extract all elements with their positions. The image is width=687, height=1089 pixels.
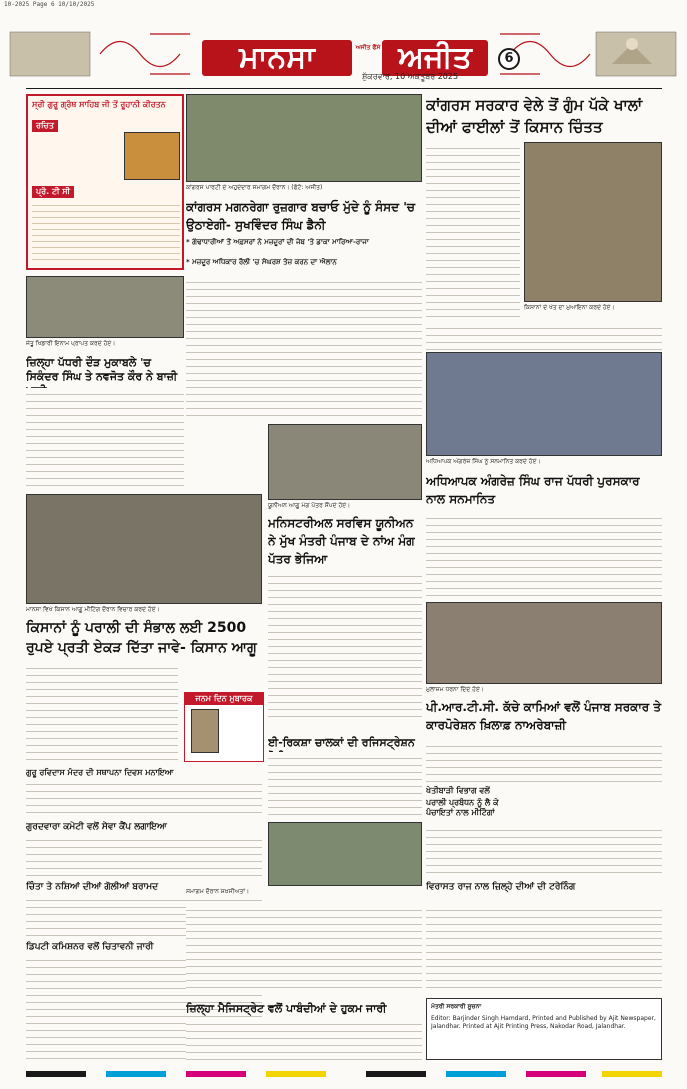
- headline-gurdwara: ਗੁਰਦਵਾਰਾ ਕਮੇਟੀ ਵਲੋਂ ਸੇਵਾ ਕੈਂਪ ਲਗਾਇਆ: [26, 822, 167, 832]
- article-gurdwara-body: [26, 834, 262, 878]
- birthday-photo: [191, 709, 219, 753]
- headline-race: ਜ਼ਿਲ੍ਹਾ ਪੱਧਰੀ ਦੌੜ ਮੁਕਾਬਲੇ 'ਚ ਸਿਕੰਦਰ ਸਿੰਘ ਤੇ ਨਵਜੋਤ ਕੌਰ ਨੇ ਬਾਜ਼ੀ: [26, 356, 178, 383]
- article-stubble-body: [426, 824, 662, 876]
- caption-ramdas: ਸਮਾਗਮ ਦੌਰਾਨ ਸ਼ਖ਼ਸੀਅਤਾਂ।: [186, 888, 250, 895]
- masthead-date: ਸ਼ੁੱਕਰਵਾਰ, 10 ਅਕਤੂਬਰ 2025: [361, 72, 459, 81]
- headline-heritage: ਵਿਰਾਸਤ ਰਾਜ ਨਾਲ ਜ਼ਿਲ੍ਹੇ ਦੀਆਂ ਦੀ ਟਰੇਨਿੰਗ: [426, 882, 576, 892]
- photo-award: [426, 352, 662, 456]
- subhead-mgnrega-2: * ਮਜ਼ਦੂਰ ਅਧਿਕਾਰ ਰੈਲੀ 'ਚ ਸੰਘਰਸ਼ ਤੇਜ਼ ਕਰਨ ਦਾ ਐਲਾਨ: [186, 258, 337, 266]
- headline-stubble: ਪਰਾਲੀ ਪ੍ਰਬੰਧਨ ਨੂੰ ਲੈ ਕੇ ਪੰਚਾਇਤਾਂ ਨਾਲ ਮੀਟਿੰਗਾਂ: [426, 798, 499, 817]
- photo-prtc: [426, 602, 662, 684]
- page-number: 6: [498, 48, 520, 70]
- photo-farmers-meeting: [26, 494, 262, 604]
- caption-congress: ਕਾਂਗਰਸ ਪਾਰਟੀ ਦੇ ਅਹੁਦੇਦਾਰ ਸਮਾਗਮ ਦੌਰਾਨ। (ਫੋਟੋ: ਅਜੀਤ): [186, 184, 323, 191]
- headline-district-magistrate: ਜ਼ਿਲ੍ਹਾ ਮੈਜਿਸਟ੍ਰੇਟ ਵਲੋਂ ਪਾਬੰਦੀਆਂ ਦੇ ਹੁਕਮ ਜਾਰੀ: [186, 1002, 387, 1015]
- headline-erickshaw: ਈ-ਰਿਕਸ਼ਾ ਚਾਲਕਾਂ ਦੀ ਰਜਿਸਟ੍ਰੇਸ਼ਨ: [268, 736, 415, 749]
- article-magistrate-body: [186, 1018, 422, 1060]
- page-slug: 10-2025 Page 6 10/10/2025: [4, 1, 95, 8]
- registration-bar: [26, 1068, 662, 1080]
- birthday-title: ਜਨਮ ਦਿਨ ਮੁਬਾਰਕ: [185, 693, 263, 705]
- headline-agri-dept: ਖੇਤੀਬਾੜੀ ਵਿਭਾਗ ਵਲੋਂ: [426, 786, 490, 795]
- article-farmer-files-body: [426, 142, 520, 318]
- article-race-body: [26, 388, 184, 488]
- headline-drugs: ਚਿੰਤਾ ਤੇ ਨਸ਼ਿਆਂ ਦੀਆਂ ਗੋਲੀਆਂ ਬਰਾਮਦ: [26, 882, 159, 892]
- ad-label: ਰਚਿਤ: [32, 120, 58, 132]
- photo-ramdas: [268, 822, 422, 886]
- ad-contact: ਪ੍ਰੋ. ਟੀ ਸੀ: [32, 186, 74, 198]
- headline-teacher-award: ਅਧਿਆਪਕ ਅੰਗਰੇਜ਼ ਸਿੰਘ ਰਾਜ ਪੱਧਰੀ ਪੁਰਸਕਾਰ ਨਾਲ ਸਨਮਾਨਿਤ: [426, 474, 640, 506]
- headline-mgnrega: ਕਾਂਗਰਸ ਮਗਨਰੇਗਾ ਰੁਜ਼ਗਾਰ ਬਚਾਓ ਮੁੱਦੇ ਨੂੰ ਸੰਸਦ 'ਚ ਉਠਾਏਗੀ- ਸੁਖਵਿੰਦਰ ਸਿੰਘ ਡੈਨੀ: [186, 200, 415, 232]
- caption-prtc: ਮੁਲਾਜ਼ਮ ਧਰਨਾ ਦਿੰਦੇ ਹੋਏ।: [426, 686, 484, 693]
- headline-ramdas: ਗੁਰੂ ਰਵਿਦਾਸ ਮੰਦਰ ਦੀ ਸਥਾਪਨਾ ਦਿਵਸ ਮਨਾਇਆ: [26, 768, 174, 777]
- article-farmers-body: [26, 662, 178, 764]
- photo-winners: [26, 276, 184, 338]
- photo-congress: [186, 94, 422, 182]
- ad-title: ਸ੍ਰੀ ਗੁਰੂ ਗ੍ਰੰਥ ਸਾਹਿਬ ਜੀ ਤੋਂ ਰੂਹਾਨੀ ਕੀਰਤਨ: [32, 100, 166, 109]
- ad-photo: [124, 132, 180, 180]
- article-mgnrega-body: [186, 276, 422, 420]
- masthead-left-title: ਮਾਨਸਾ: [202, 40, 352, 76]
- article-erickshaw-body: [268, 752, 422, 816]
- caption-farmers-meeting: ਮਾਨਸਾ ਵਿਖੇ ਕਿਸਾਨ ਆਗੂ ਮੀਟਿੰਗ ਦੌਰਾਨ ਵਿਚਾਰ ਕਰਦੇ ਹੋਏ।: [26, 606, 160, 613]
- masthead-tag: ਅਜੀਤ ਫੈਂਸੇ: [355, 44, 381, 51]
- photo-union: [268, 424, 422, 500]
- masthead-right-title: ਅਜੀਤ: [382, 40, 488, 76]
- article-teacher-body: [426, 512, 662, 598]
- caption-winners: ਜੇਤੂ ਖਿਡਾਰੀ ਇਨਾਮ ਪ੍ਰਾਪਤ ਕਰਦੇ ਹੋਏ।: [26, 340, 116, 347]
- subhead-mgnrega-1: * ਗੰਢਾਧਾਰੀਆਂ ਤੋਂ ਅਫ਼ਸਰਾਂ ਨੇ ਮਜ਼ਦੂਰਾਂ ਦੀ ਜੇਬ 'ਤੇ ਡਾਕਾ ਮਾਰਿਆ-ਰਾਜਾ: [186, 238, 369, 246]
- imprint-text: Editor: Barjinder Singh Hamdard, Printed and Published by Ajit Newspaper, Jalandhar. Printed at Ajit Printing Press, Nakodar Road, Jalandhar.: [431, 1015, 656, 1030]
- ad-box: [26, 94, 184, 270]
- article-right-mid-body: [426, 322, 662, 350]
- caption-union: ਯੂਨੀਅਨ ਆਗੂ ਮੰਗ ਪੱਤਰ ਸੌਂਪਦੇ ਹੋਏ।: [268, 502, 351, 509]
- imprint-box: [426, 998, 662, 1060]
- headline-warning: ਡਿਪਟੀ ਕਮਿਸ਼ਨਰ ਵਲੋਂ ਚਿਤਾਵਨੀ ਜਾਰੀ: [26, 942, 154, 952]
- masthead-rule: [26, 88, 662, 89]
- headline-prtc: ਪੀ.ਆਰ.ਟੀ.ਸੀ. ਕੱਚੇ ਕਾਮਿਆਂ ਵਲੋਂ ਪੰਜਾਬ ਸਰਕਾਰ ਤੇ ਕਾਰਪੋਰੇਸ਼ਨ ਖ਼ਿਲਾਫ਼ ਨਾਅਰੇਬਾਜ਼ੀ: [426, 700, 662, 732]
- birthday-box: [184, 692, 264, 762]
- article-union-body: [268, 570, 422, 720]
- article-center-lower-body: [186, 904, 422, 994]
- imprint-sub: ਮੰਤਰੀ ਸਰਕਾਰੀ ਸੂਚਨਾ: [431, 1003, 482, 1010]
- article-ramdas-body: [26, 778, 262, 818]
- article-heritage-body: [426, 904, 662, 994]
- headline-farmers-2500: ਕਿਸਾਨਾਂ ਨੂੰ ਪਰਾਲੀ ਦੀ ਸੰਭਾਲ ਲਈ 2500 ਰੁਪਏ ਪ੍ਰਤੀ ਏਕੜ ਦਿੱਤਾ ਜਾਵੇ- ਕਿਸਾਨ ਆਗੂ: [26, 620, 257, 656]
- caption-field: ਕਿਸਾਨਾਂ ਦੇ ਖੇਤ ਦਾ ਮੁਆਇਨਾ ਕਰਦੇ ਹੋਏ।: [524, 304, 615, 311]
- article-prtc-body: [426, 740, 662, 784]
- caption-award: ਅਧਿਆਪਕ ਅੰਗਰੇਜ਼ ਸਿੰਘ ਨੂੰ ਸਨਮਾਨਿਤ ਕਰਦੇ ਹੋਏ।: [426, 458, 541, 465]
- headline-farmer-files: ਕਾਂਗਰਸ ਸਰਕਾਰ ਵੇਲੇ ਤੋਂ ਗੁੰਮ ਪੱਕੇ ਖਾਲਾਂ ਦੀਆਂ ਫਾਈਲਾਂ ਤੋਂ ਕਿਸਾਨ ਚਿੰਤਤ: [426, 96, 643, 136]
- ad-body: [32, 200, 180, 264]
- photo-field: [524, 142, 662, 302]
- headline-ministerial-union: ਮਨਿਸਟਰੀਅਲ ਸਰਵਿਸ ਯੂਨੀਅਨ ਨੇ ਮੁੱਖ ਮੰਤਰੀ ਪੰਜਾਬ ਦੇ ਨਾਂਅ ਮੰਗ ਪੱਤਰ ਭੇਜਿਆ: [268, 516, 415, 566]
